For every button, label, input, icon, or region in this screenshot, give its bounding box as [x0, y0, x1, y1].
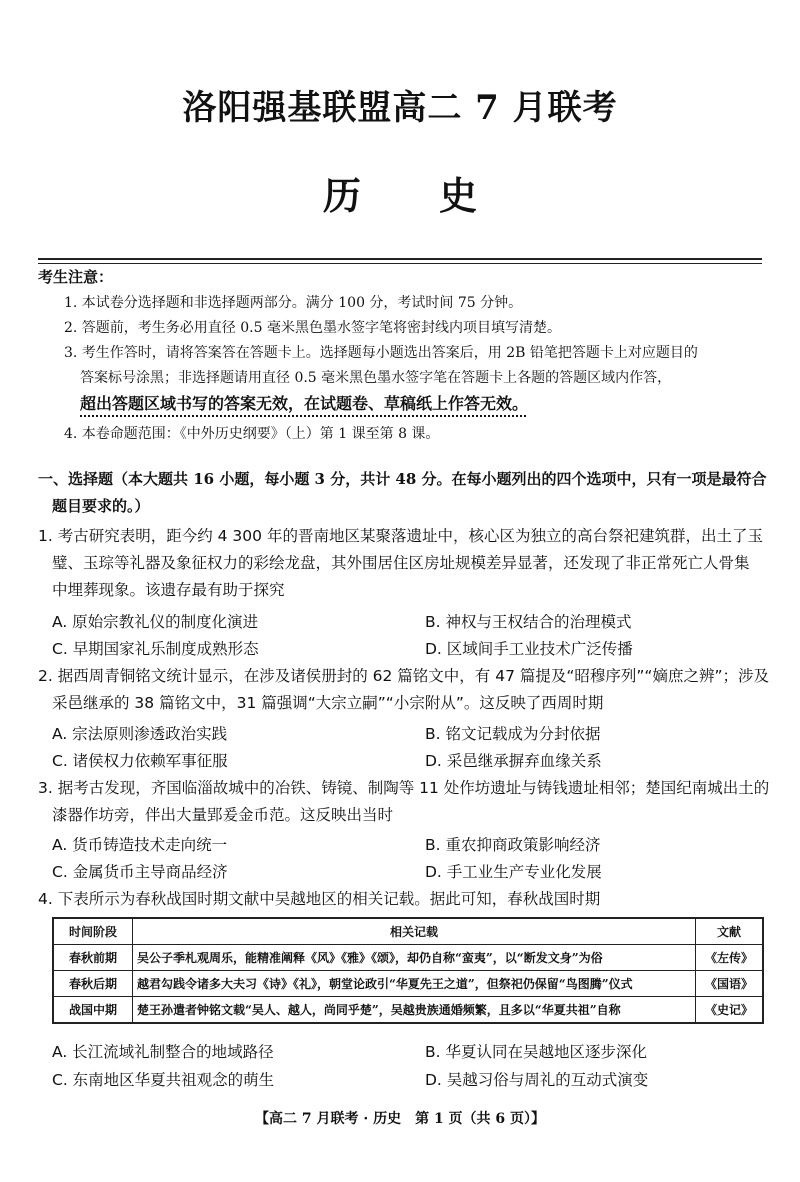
table-header-period: 时间阶段	[53, 918, 133, 945]
exam-title: 洛阳强基联盟高二 7 月联考	[182, 88, 618, 128]
table-cell-source: 《国语》	[696, 971, 764, 997]
question-1-line-1: 1. 考古研究表明，距今约 4 300 年的晋南地区某聚落遗址中，核心区为独立的高台祭祀建筑群，出土了玉	[38, 527, 763, 545]
section-heading	[38, 466, 768, 520]
table-cell-period: 春秋后期	[53, 971, 133, 997]
table-row	[53, 997, 763, 1024]
question-4-option-b[interactable]: B. 华夏认同在吴越地区逐步深化	[425, 1043, 647, 1061]
question-4-stem	[38, 886, 773, 913]
notice-item-1: 1. 本试卷分选择题和非选择题两部分。满分 100 分，考试时间 75 分钟。	[64, 295, 523, 311]
question-1-stem	[38, 523, 773, 604]
question-3-option-b[interactable]: B. 重农抑商政策影响经济	[425, 836, 601, 854]
question-2-option-c[interactable]: C. 诸侯权力依赖军事征服	[52, 752, 228, 770]
question-1-option-d[interactable]: D. 区域间手工业技术广泛传播	[425, 640, 633, 658]
table-cell-source: 《史记》	[696, 997, 764, 1024]
table-cell-period: 春秋前期	[53, 945, 133, 971]
question-3-option-a[interactable]: A. 货币铸造技术走向统一	[52, 836, 228, 854]
question-4-option-d[interactable]: D. 吴越习俗与周礼的互动式演变	[425, 1071, 649, 1089]
table-cell-record: 吴公子季札观周乐，能精准阐释《风》《雅》《颂》，却仍自称“蛮夷”，以“断发文身”为俗	[133, 945, 696, 971]
divider-rule	[38, 258, 762, 264]
page-footer: 【高二 7 月联考 · 历史 第 1 页（共 6 页）】	[254, 1111, 546, 1127]
question-1-option-b[interactable]: B. 神权与王权结合的治理模式	[425, 613, 632, 631]
table-row	[53, 945, 763, 971]
question-3-line-1: 3. 据考古发现，齐国临淄故城中的冶铁、铸镜、制陶等 11 处作坊遗址与铸钱遗址相邻；楚国纪南城出土的	[38, 779, 770, 797]
notice-item-2: 2. 答题前，考生务必用直径 0.5 毫米黑色墨水签字笔将密封线内项目填写清楚。	[64, 320, 561, 336]
question-2-stem	[38, 663, 773, 717]
table-row	[53, 971, 763, 997]
notice-item-3-line-2: 答案标号涂黑；非选择题请用直径 0.5 毫米黑色墨水签字笔在答题卡上各题的答题区域内作答，	[80, 370, 672, 386]
question-4-option-c[interactable]: C. 东南地区华夏共祖观念的萌生	[52, 1071, 275, 1089]
table-header-record: 相关记载	[133, 918, 696, 945]
question-1-line-2: 璧、玉琮等礼器及象征权力的彩绘龙盘，其外围居住区房址规模差异显著，还发现了非正常死亡人骨集	[52, 554, 750, 572]
question-1-option-c[interactable]: C. 早期国家礼乐制度成熟形态	[52, 640, 259, 658]
emphasis-text: 超出答题区域书写的答案无效，在试题卷、草稿纸上作答无效。	[80, 394, 529, 413]
question-3-line-2: 漆器作坊旁，伴出大量郢爰金币范。这反映出当时	[52, 806, 394, 824]
question-2-option-d[interactable]: D. 采邑继承摒弃血缘关系	[425, 752, 602, 770]
question-4-line-1: 4. 下表所示为春秋战国时期文献中吴越地区的相关记载。据此可知，春秋战国时期	[38, 890, 601, 908]
table-cell-source: 《左传》	[696, 945, 764, 971]
question-3-stem	[38, 775, 773, 829]
section-heading-line-2: 题目要求的。）	[52, 497, 150, 515]
table-header-row	[53, 918, 763, 945]
question-1-line-3: 中埋葬现象。该遗存最有助于探究	[52, 581, 285, 599]
table-cell-record: 楚王孙遣者钟铭文载“吴人、越人，尚同乎楚”，吴越贵族通婚频繁，且多以“华夏共祖”自称	[133, 997, 696, 1024]
notice-item-3-line-3	[64, 391, 764, 418]
table-cell-period: 战国中期	[53, 997, 133, 1024]
question-1-option-a[interactable]: A. 原始宗教礼仪的制度化演进	[52, 613, 259, 631]
question-2-line-2: 采邑继承的 38 篇铭文中，31 篇强调“大宗立嗣”“小宗附从”。这反映了西周时期	[52, 694, 604, 712]
subject-title: 历史	[322, 173, 555, 218]
records-table	[52, 917, 764, 1024]
section-heading-line-1: 一、选择题（本大题共 16 小题，每小题 3 分，共计 48 分。在每小题列出的四个选项中，只有一项是最符合	[38, 470, 767, 488]
question-3-option-c[interactable]: C. 金属货币主导商品经济	[52, 863, 228, 881]
table-header-source: 文献	[696, 918, 764, 945]
notice-heading: 考生注意：	[38, 268, 114, 286]
question-2-option-a[interactable]: A. 宗法原则渗透政治实践	[52, 725, 228, 743]
question-4-option-a[interactable]: A. 长江流域礼制整合的地域路径	[52, 1043, 274, 1061]
table-cell-record: 越君勾践令诸多大夫习《诗》《礼》，朝堂论政引“华夏先王之道”，但祭祀仍保留“鸟图腾”仪式	[133, 971, 696, 997]
notice-item-3-line-1: 3. 考生作答时，请将答案答在答题卡上。选择题每小题选出答案后，用 2B 铅笔把答题卡上对应题目的	[64, 345, 698, 361]
question-3-option-d[interactable]: D. 手工业生产专业化发展	[425, 863, 602, 881]
question-2-line-1: 2. 据西周青铜铭文统计显示，在涉及诸侯册封的 62 篇铭文中，有 47 篇提及“昭穆序列”“嫡庶之辨”；涉及	[38, 667, 769, 685]
notice-item-4: 4. 本卷命题范围：《中外历史纲要》（上）第 1 课至第 8 课。	[64, 426, 440, 442]
question-2-option-b[interactable]: B. 铭文记载成为分封依据	[425, 725, 601, 743]
